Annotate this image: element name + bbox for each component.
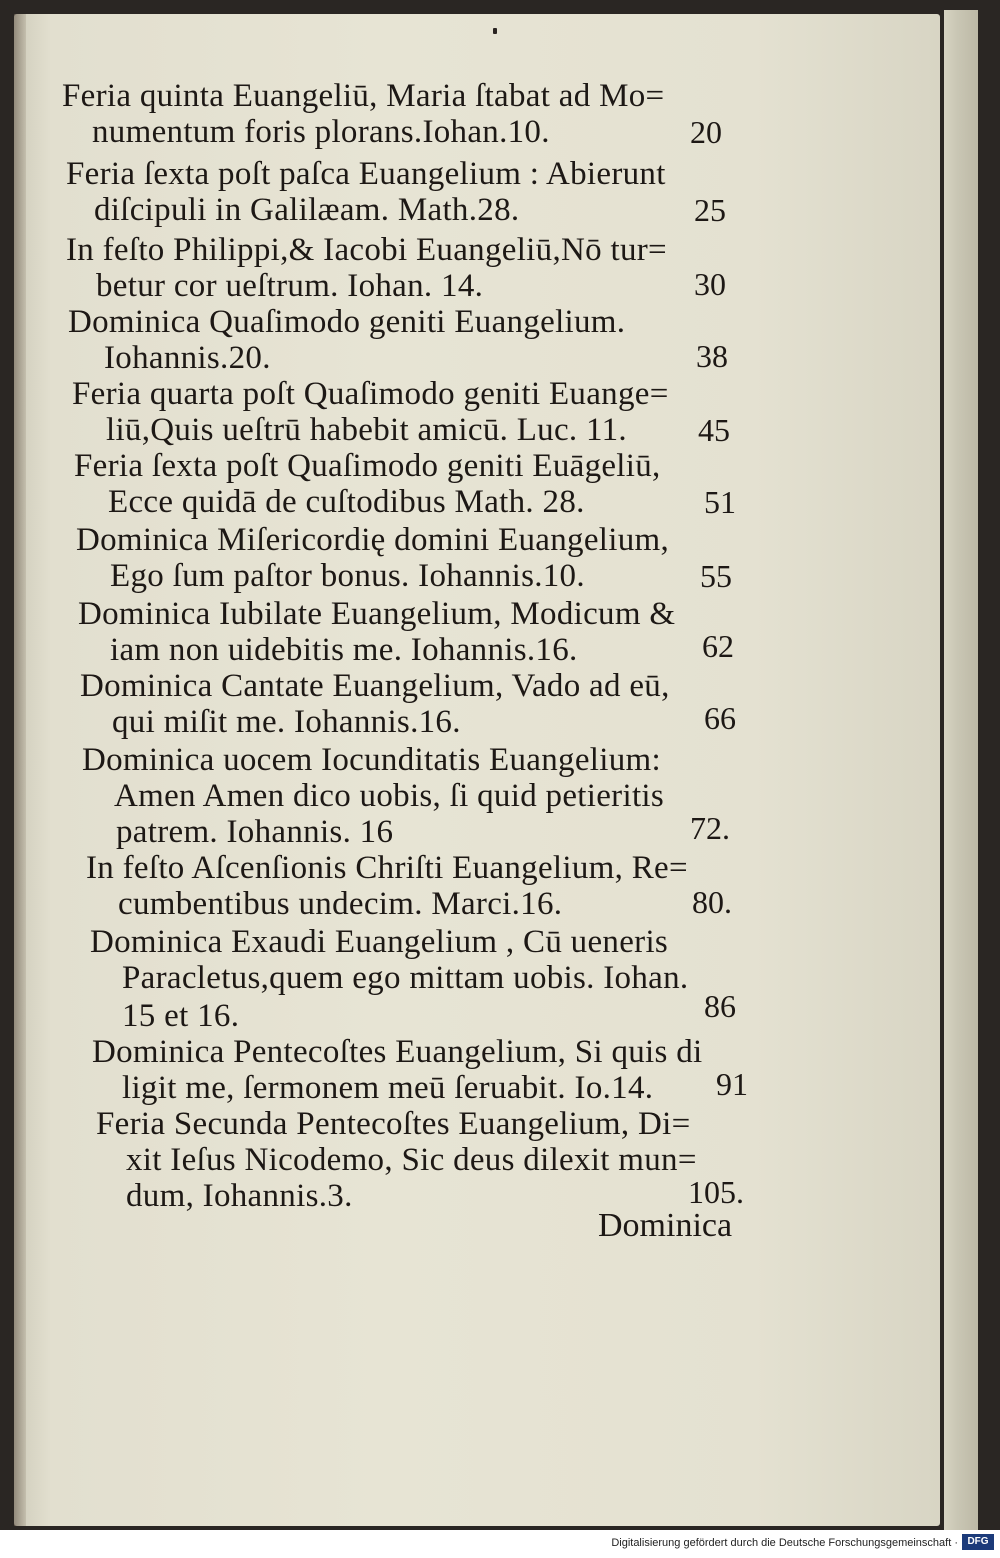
toc-line: liū,Quis ueſtrū habebit amicū. Luc. 11. [106,412,627,448]
toc-line: Dominica Cantate Euangelium, Vado ad eū, [80,668,670,704]
toc-line: Feria Secunda Pentecoſtes Euangelium, Di= [96,1106,691,1142]
toc-line: numentum foris plorans.Iohan.10. [92,114,550,150]
page-number: 62 [702,628,734,664]
toc-line: Feria ſexta poſt paſca Euangelium : Abierunt [66,156,666,192]
toc-line: In feſto Aſcenſionis Chriſti Euangelium, Re= [86,850,688,886]
footer-bar [0,1530,1000,1558]
toc-line: Dominica uocem Iocunditatis Euangelium: [82,742,661,778]
toc-line: iam non uidebitis me. Iohannis.16. [110,632,578,668]
page-number: 55 [700,558,732,594]
toc-line: Feria quinta Euangeliū, Maria ſtabat ad Mo= [62,78,665,114]
toc-line: betur cor ueſtrum. Iohan. 14. [96,268,484,304]
page-number: 45 [698,412,730,448]
page-number: 30 [694,266,726,302]
page-number: 105. [688,1174,744,1210]
toc-line: Feria quarta poſt Quaſimodo geniti Euange= [72,376,669,412]
toc-line: Paracletus,quem ego mittam uobis. Iohan. [122,960,689,996]
toc-line: diſcipuli in Galilæam. Math.28. [94,192,520,228]
dfg-logo: DFG [962,1534,994,1550]
page-edge [944,10,978,1530]
page-number: 86 [704,988,736,1024]
page-number: 66 [704,700,736,736]
footer-credit: Digitalisierung gefördert durch die Deutsche Forschungsgemeinschaft · [611,1537,958,1549]
toc-line: Dominica Exaudi Euangelium , Cū ueneris [90,924,669,960]
toc-line: Ecce quidā de cuſtodibus Math. 28. [108,484,585,520]
toc-line: Dominica Pentecoſtes Euangelium, Si quis di [92,1034,703,1070]
toc-line: Dominica Quaſimodo geniti Euangelium. [68,304,626,340]
page-number: 51 [704,484,736,520]
page-number: 25 [694,192,726,228]
page-number: 38 [696,338,728,374]
page-number: 20 [690,114,722,150]
page-number: 72. [690,810,730,846]
toc-line: xit Ieſus Nicodemo, Sic deus dilexit mun= [126,1142,697,1178]
toc-line: Ego ſum paſtor bonus. Iohannis.10. [110,558,585,594]
toc-line: Dominica Miſericordię domini Euangelium, [76,522,670,558]
toc-line: In feſto Philippi,& Iacobi Euangeliū,Nō tur= [66,232,667,268]
toc-line: Iohannis.20. [104,340,271,376]
page-number: 80. [692,884,732,920]
toc-line: dum, Iohannis.3. [126,1178,353,1214]
toc-line: Amen Amen dico uobis, ſi quid petieritis [114,778,665,814]
catchword: Dominica [598,1207,733,1244]
toc-line: cumbentibus undecim. Marci.16. [118,886,563,922]
page-number: 91 [716,1066,748,1102]
toc-line: ligit me, ſermonem meū ſeruabit. Io.14. [122,1070,654,1106]
toc-line: Dominica Iubilate Euangelium, Modicum & [78,596,676,632]
toc-line: Feria ſexta poſt Quaſimodo geniti Euāgeliū, [74,448,661,484]
toc-line: qui miſit me. Iohannis.16. [112,704,461,740]
toc-line: 15 et 16. [122,998,240,1034]
toc-line: patrem. Iohannis. 16 [116,814,394,850]
